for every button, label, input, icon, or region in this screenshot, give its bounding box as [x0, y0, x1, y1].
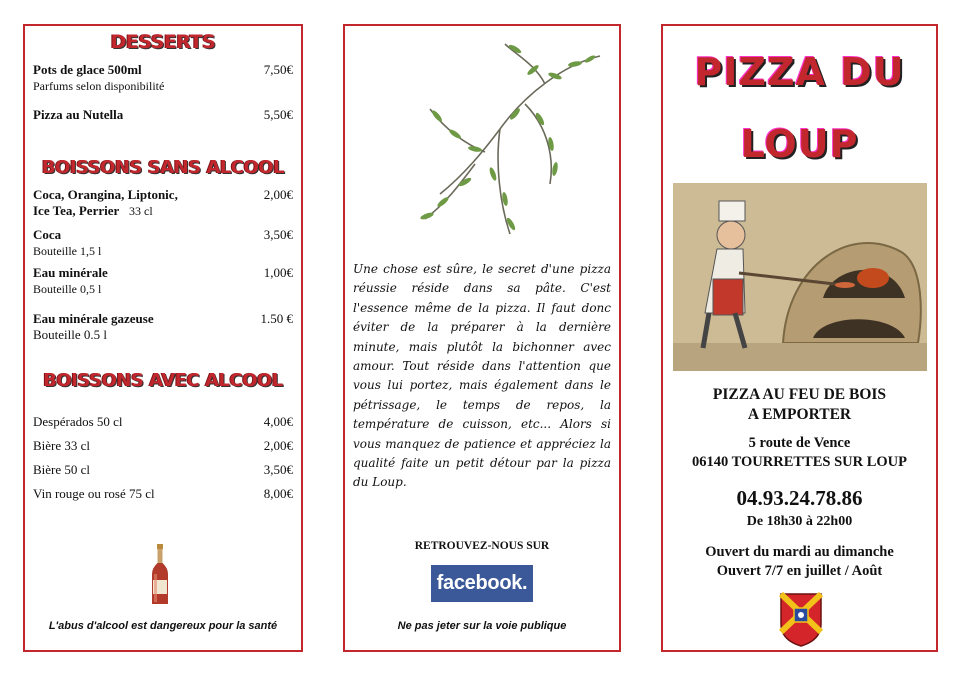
- item-description: Bouteille 0.5 l: [33, 327, 108, 342]
- menu-item: [33, 414, 293, 430]
- item-price: 3,50€: [263, 462, 293, 477]
- item-description: Bouteille 0,5 l: [33, 282, 102, 296]
- item-name: Despérados 50 cl: [33, 414, 123, 429]
- item-name: Bière 33 cl: [33, 438, 91, 453]
- item-name: Pizza au Nutella: [33, 107, 124, 122]
- pizza-story-text: Une chose est sûre, le secret d'une pizza réussie réside dans sa pâte. C'est l'essence même de la pizza. Il faut donc éviter de la préparer à la dernière minute, mais plutôt la bichonner avec amour. Tout réside dans l'attention que vous lui portez, mais également dans le pétrissage, le temps de repos, la température de cuisson, etc... Alors si vous manquez de patience et appréciez la qualité faite un petit détour par la pizza du Loup.: [353, 262, 611, 490]
- chef-oven-illustration: [673, 183, 927, 371]
- menu-item: [33, 187, 293, 219]
- opening-hours: De 18h30 à 22h00: [746, 514, 853, 529]
- phone-number[interactable]: 04.93.24.78.86: [736, 486, 863, 510]
- item-price: 7,50€: [263, 62, 293, 77]
- item-name: Bière 50 cl: [33, 462, 91, 477]
- alcohol-warning: L'abus d'alcool est dangereux pour la santé: [48, 620, 278, 632]
- menu-item: [33, 438, 293, 454]
- coat-of-arms-icon: [779, 592, 823, 648]
- opening-days: Ouvert du mardi au dimanche: [705, 544, 894, 560]
- menu-item: [33, 486, 293, 502]
- menu-item: [33, 227, 293, 259]
- menu-item: [33, 62, 293, 94]
- summer-opening: Ouvert 7/7 en juillet / Août: [716, 563, 883, 579]
- item-price: 1.50 €: [260, 311, 293, 326]
- item-description: Bouteille 1,5 l: [33, 244, 102, 258]
- menu-item: [33, 265, 293, 297]
- item-name: Eau minérale: [33, 265, 108, 280]
- tagline-takeaway: A EMPORTER: [747, 406, 852, 423]
- item-price: 4,00€: [263, 414, 293, 429]
- menu-item: [33, 311, 293, 343]
- follow-us-label: RETROUVEZ-NOUS SUR: [414, 540, 550, 552]
- item-name: Eau minérale gazeuse: [33, 311, 154, 326]
- item-name: Coca, Orangina, Liptonic,: [33, 187, 178, 202]
- facebook-button[interactable]: facebook.: [431, 565, 533, 602]
- item-price: 1,00€: [263, 265, 293, 280]
- item-name: Vin rouge ou rosé 75 cl: [33, 486, 155, 501]
- item-description: Parfums selon disponibilité: [33, 79, 165, 93]
- item-name: Coca: [33, 227, 62, 242]
- alcohol-drinks-title: BOISSONS AVEC ALCOOL: [43, 370, 283, 391]
- item-price: 2,00€: [263, 438, 293, 453]
- tagline-wood-fire: PIZZA AU FEU DE BOIS: [712, 386, 887, 403]
- item-price: 2,00€: [263, 187, 293, 202]
- item-price: 5,50€: [263, 107, 293, 122]
- item-price: 3,50€: [263, 227, 293, 242]
- item-volume: 33 cl: [129, 204, 153, 218]
- brand-title-line1: PIZZA DU: [694, 50, 905, 94]
- soft-drinks-title: BOISSONS SANS ALCOOL: [41, 157, 285, 178]
- menu-item: [33, 462, 293, 478]
- address-street: 5 route de Vence: [748, 435, 851, 451]
- cover-panel: [661, 24, 938, 652]
- drinks-desserts-panel: [23, 24, 303, 652]
- item-name: Pots de glace 500ml: [33, 62, 142, 77]
- menu-item: [33, 107, 293, 123]
- wine-bottle-icon: [149, 544, 171, 606]
- olive-branch-illustration: [405, 34, 605, 244]
- item-price: 8,00€: [263, 486, 293, 501]
- litter-notice: Ne pas jeter sur la voie publique: [397, 620, 567, 632]
- story-panel: [343, 24, 621, 652]
- item-name-cont: Ice Tea, Perrier: [33, 203, 120, 218]
- desserts-title: DESSERTS: [110, 31, 216, 53]
- address-city: 06140 TOURRETTES SUR LOUP: [691, 454, 907, 470]
- brand-title-line2: LOUP: [740, 122, 859, 166]
